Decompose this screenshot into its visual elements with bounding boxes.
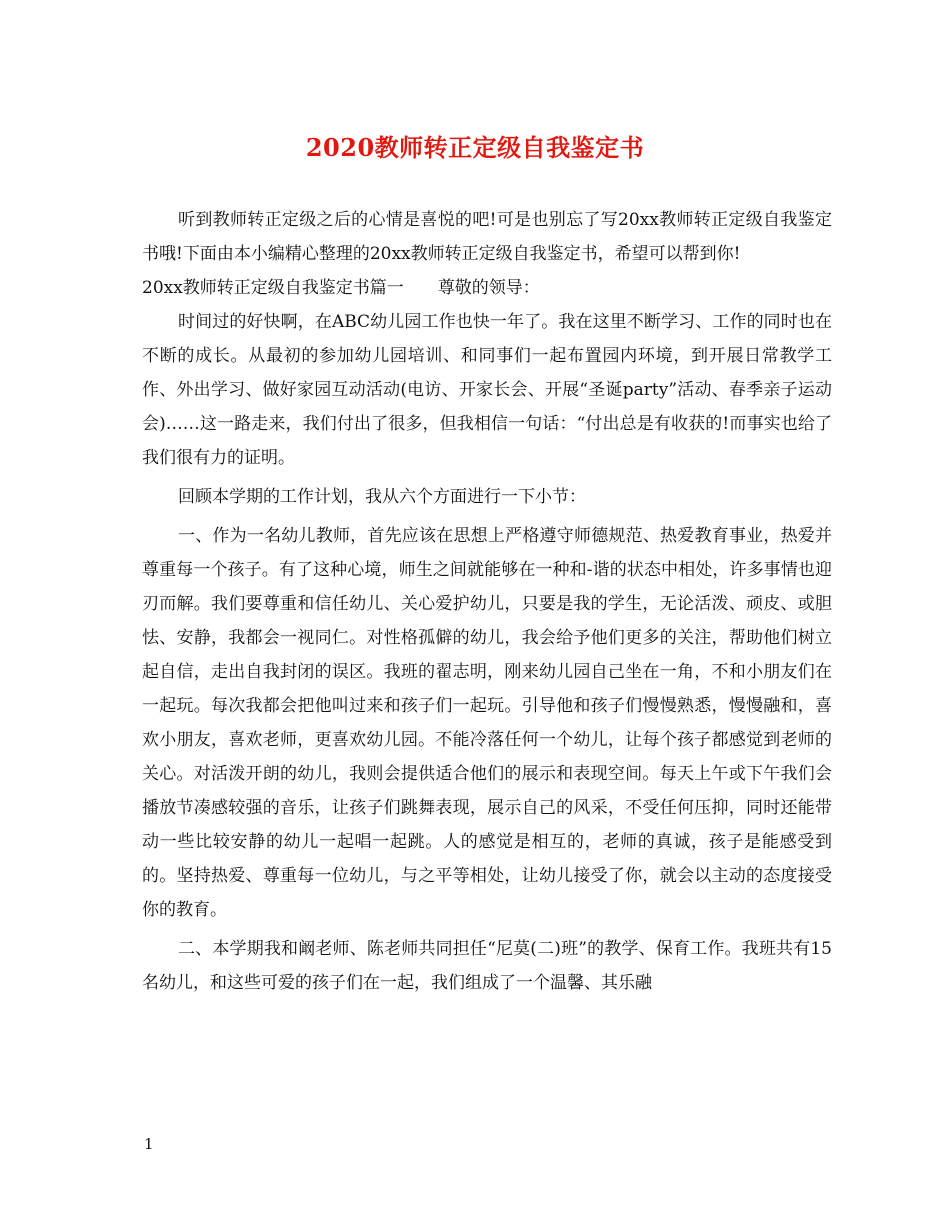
body-paragraph-2: 回顾本学期的工作计划，我从六个方面进行一下小节： xyxy=(178,487,586,507)
document-title: 2020教师转正定级自我鉴定书 xyxy=(305,133,645,162)
section-heading: 20xx教师转正定级自我鉴定书篇一 xyxy=(142,278,404,298)
document-body xyxy=(142,203,832,1000)
greeting: 尊敬的领导： xyxy=(437,278,540,298)
body-paragraph-4: 二、本学期我和阚老师、陈老师共同担任“尼莫(二)班”的教学、保育工作。我班共有15名幼儿，和这些可爱的孩子们在一起，我们组成了一个温馨、其乐融 xyxy=(142,939,832,993)
intro-paragraph: 听到教师转正定级之后的心情是喜悦的吧!可是也别忘了写20xx教师转正定级自我鉴定书哦!下面由本小编精心整理的20xx教师转正定级自我鉴定书，希望可以帮到你! xyxy=(142,210,832,264)
body-paragraph-3: 一、作为一名幼儿教师，首先应该在思想上严格遵守师德规范、热爱教育事业，热爱并尊重每一个孩子。有了这种心境，师生之间就能够在一种和-谐的状态中相处，许多事情也迎刃而解。我们要尊重和信任幼儿、关心爱护幼儿，只要是我的学生，无论活泼、顽皮、或胆怯、安静，我都会一视同仁。对性格孤僻的幼儿，我会给予他们更多的关注，帮助他们树立起自信，走出自我封闭的误区。我班的翟志明，刚来幼儿园自己坐在一角，不和小朋友们在一起玩。每次我都会把他叫过来和孩子们一起玩。引导他和孩子们慢慢熟悉，慢慢融和，喜欢小朋友，喜欢老师，更喜欢幼儿园。不能冷落任何一个幼儿，让每个孩子都感觉到老师的关心。对活泼开朗的幼儿，我则会提供适合他们的展示和表现空间。每天上午或下午我们会播放节凑感较强的音乐，让孩子们跳舞表现，展示自己的风采，不受任何压抑，同时还能带动一些比较安静的幼儿一起唱一起跳。人的感觉是相互的，老师的真诚，孩子是能感受到的。坚持热爱、尊重每一位幼儿，与之平等相处，让幼儿接受了你，就会以主动的态度接受你的教育。 xyxy=(142,526,832,920)
section-heading-row xyxy=(142,271,832,305)
page-number: 1 xyxy=(144,1135,154,1153)
body-paragraph-1: 时间过的好快啊，在ABC幼儿园工作也快一年了。我在这里不断学习、工作的同时也在不断的成长。从最初的参加幼儿园培训、和同事们一起布置园内环境，到开展日常教学工作、外出学习、做好家园互动活动(电访、开家长会、开展“圣诞party”活动、春季亲子运动会)……这一路走来，我们付出了很多，但我相信一句话：“付出总是有收获的!而事实也给了我们很有力的证明。 xyxy=(142,312,832,468)
